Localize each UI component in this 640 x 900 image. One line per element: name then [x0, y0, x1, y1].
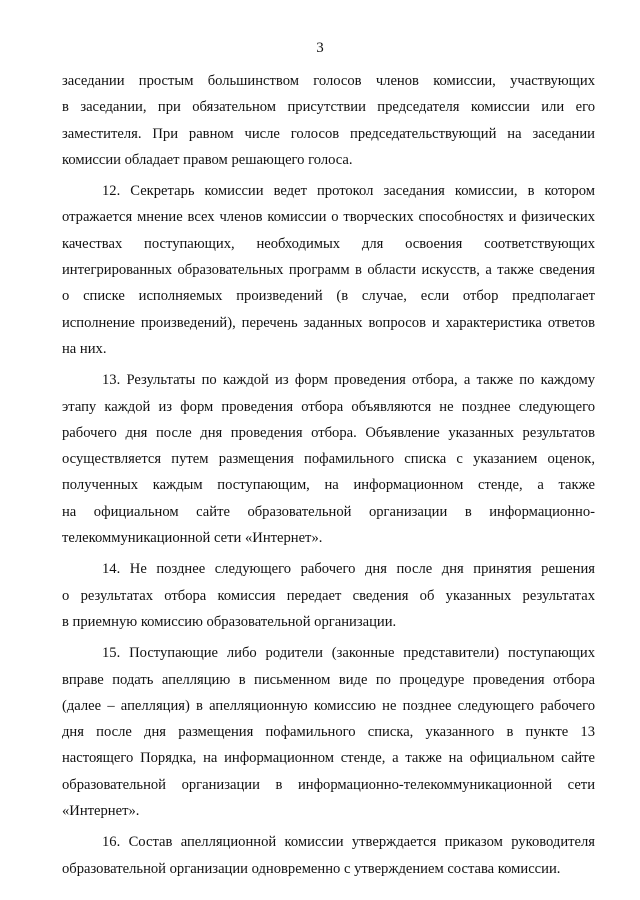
text-line: рабочего дня после дня проведения отбора. Объявление указанных результатов: [62, 424, 595, 441]
text-line: (далее – апелляция) в апелляционную комиссию не позднее следующего рабочего: [62, 697, 595, 714]
text-line: дня после дня размещения пофамильного списка, указанного в пункте 13: [62, 724, 595, 741]
text-line: 12. Секретарь комиссии ведет протокол заседания комиссии, в котором: [102, 183, 595, 200]
text-line: исполнение произведений), перечень заданных вопросов и характеристика ответов: [62, 314, 595, 331]
text-line: заседании простым большинством голосов членов комиссии, участвующих: [62, 73, 595, 89]
text-line: интегрированных образовательных программ в области искусств, а также сведения: [62, 262, 595, 279]
text-line: 13. Результаты по каждой из форм проведения отбора, а также по каждому: [102, 372, 595, 389]
paragraph-p13: [62, 367, 595, 551]
text-line: комиссии обладает правом решающего голоса.: [62, 151, 353, 168]
page-number: 3: [316, 40, 324, 56]
text-line: 14. Не позднее следующего рабочего дня после дня принятия решения: [102, 561, 595, 578]
text-line: 16. Состав апелляционной комиссии утверждается приказом руководителя: [102, 834, 595, 851]
text-line: этапу каждой из форм проведения отбора объявляются не позднее следующего: [62, 398, 595, 415]
text-line: образовательной организации одновременно с утверждением состава комиссии.: [62, 860, 561, 877]
text-line: 15. Поступающие либо родители (законные представители) поступающих: [102, 645, 595, 662]
text-line: осуществляется путем размещения пофамильного списка с указанием оценок,: [62, 451, 595, 468]
paragraph-p15: [62, 640, 595, 824]
text-line: настоящего Порядка, на информационном стенде, а также на официальном сайте: [62, 750, 595, 767]
text-line: полученных каждым поступающим, на информационном стенде, а также: [62, 477, 595, 494]
text-line: на них.: [62, 340, 107, 357]
text-line: заместителя. При равном числе голосов председательствующий на заседании: [62, 125, 595, 142]
text-line: отражается мнение всех членов комиссии о творческих способностях и физических: [62, 209, 595, 226]
paragraph-p12: [62, 178, 595, 362]
text-line: вправе подать апелляцию в письменном виде по процедуре проведения отбора: [62, 671, 595, 688]
text-line: качествах поступающих, необходимых для освоения соответствующих: [62, 235, 595, 252]
text-line: телекоммуникационной сети «Интернет».: [62, 530, 323, 547]
paragraph-p14: [62, 556, 595, 635]
text-line: на официальном сайте образовательной организации в информационно-: [62, 503, 595, 520]
text-line: о списке исполняемых произведений (в случае, если отбор предполагает: [62, 288, 595, 305]
text-line: в заседании, при обязательном присутствии председателя комиссии или его: [62, 99, 595, 116]
text-line: образовательной организации в информационно-телекоммуникационной сети: [62, 776, 595, 793]
text-line: в приемную комиссию образовательной организации.: [62, 613, 397, 630]
paragraph-p11-tail: [62, 68, 595, 173]
text-line: о результатах отбора комиссия передает сведения об указанных результатах: [62, 587, 595, 604]
document-body: [62, 68, 595, 887]
paragraph-p16: [62, 829, 595, 882]
text-line: «Интернет».: [62, 803, 140, 820]
